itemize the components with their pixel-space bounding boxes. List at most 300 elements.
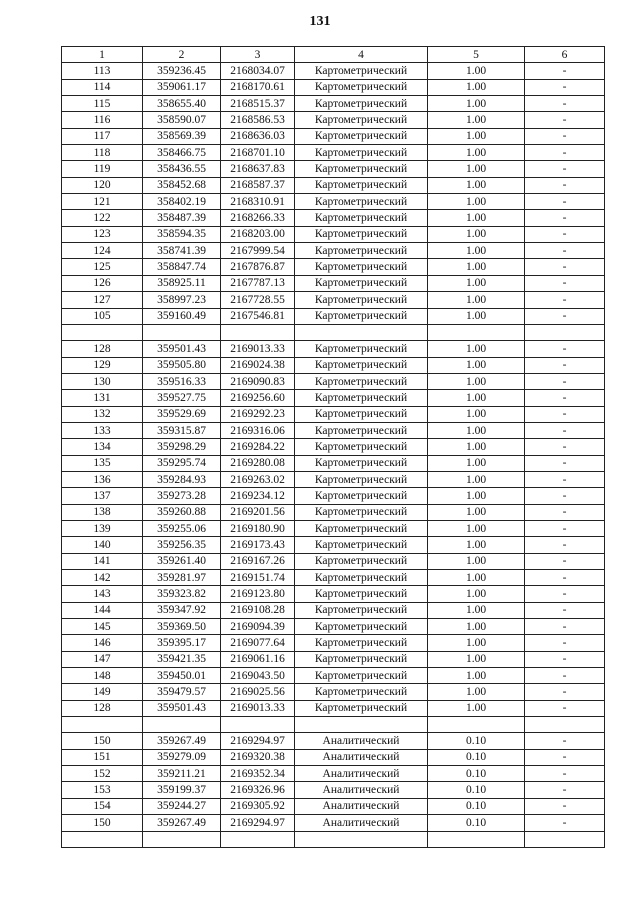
table-row — [62, 194, 605, 210]
table-cell: 2169094.39 — [221, 619, 295, 635]
table-cell: - — [525, 504, 605, 520]
table-cell — [525, 324, 605, 340]
table-cell: Картометрический — [295, 406, 428, 422]
table-cell: 119 — [62, 161, 143, 177]
table-row — [62, 488, 605, 504]
table-row — [62, 390, 605, 406]
table-cell: 2169201.56 — [221, 504, 295, 520]
table-cell: Аналитический — [295, 798, 428, 814]
table-row — [62, 226, 605, 242]
table-cell: 1.00 — [428, 63, 525, 79]
table-cell: 358436.55 — [143, 161, 221, 177]
table-cell: - — [525, 210, 605, 226]
table-cell: 125 — [62, 259, 143, 275]
table-cell: 134 — [62, 439, 143, 455]
table-cell: - — [525, 226, 605, 242]
table-row — [62, 177, 605, 193]
table-cell: 2169013.33 — [221, 700, 295, 716]
table-cell: 1.00 — [428, 308, 525, 324]
table-cell: 358402.19 — [143, 194, 221, 210]
table-cell: - — [525, 145, 605, 161]
table-cell: - — [525, 259, 605, 275]
table-cell — [62, 831, 143, 847]
table-cell: 359501.43 — [143, 700, 221, 716]
table-row — [62, 308, 605, 324]
table-row — [62, 537, 605, 553]
table-cell: 2168310.91 — [221, 194, 295, 210]
table-cell — [295, 831, 428, 847]
table-cell: Картометрический — [295, 602, 428, 618]
table-cell: 359256.35 — [143, 537, 221, 553]
table-row — [62, 422, 605, 438]
table-row — [62, 651, 605, 667]
table-row — [62, 357, 605, 373]
table-cell: 359281.97 — [143, 570, 221, 586]
table-cell: Картометрический — [295, 63, 428, 79]
table-cell: 1.00 — [428, 79, 525, 95]
table-cell: 147 — [62, 651, 143, 667]
table-cell: 145 — [62, 619, 143, 635]
table-cell: 359244.27 — [143, 798, 221, 814]
table-cell: 124 — [62, 243, 143, 259]
table-cell: 133 — [62, 422, 143, 438]
table-cell: - — [525, 406, 605, 422]
table-cell: 131 — [62, 390, 143, 406]
table-cell: 2168203.00 — [221, 226, 295, 242]
table-cell — [428, 717, 525, 733]
table-cell: - — [525, 194, 605, 210]
table-cell: 153 — [62, 782, 143, 798]
table-cell: 2169352.34 — [221, 766, 295, 782]
table-cell: 2169294.97 — [221, 733, 295, 749]
table-cell: 114 — [62, 79, 143, 95]
table-row — [62, 439, 605, 455]
table-cell: - — [525, 390, 605, 406]
table-cell: 2169108.28 — [221, 602, 295, 618]
table-row — [62, 798, 605, 814]
table-cell: - — [525, 292, 605, 308]
table-cell — [428, 831, 525, 847]
table-cell: 1.00 — [428, 406, 525, 422]
table-cell: 117 — [62, 128, 143, 144]
table-row — [62, 782, 605, 798]
separator-row — [62, 831, 605, 847]
table-cell: - — [525, 700, 605, 716]
table-cell: 359236.45 — [143, 63, 221, 79]
table-cell: 2169123.80 — [221, 586, 295, 602]
table-cell: 2169061.16 — [221, 651, 295, 667]
table-cell — [143, 831, 221, 847]
table-cell: 154 — [62, 798, 143, 814]
table-cell: Аналитический — [295, 766, 428, 782]
table-row — [62, 292, 605, 308]
table-cell: 2169090.83 — [221, 373, 295, 389]
table-cell: 115 — [62, 96, 143, 112]
table-cell: 358594.35 — [143, 226, 221, 242]
table-cell: Картометрический — [295, 537, 428, 553]
table-cell: - — [525, 422, 605, 438]
table-cell — [62, 324, 143, 340]
table-cell: 129 — [62, 357, 143, 373]
table-cell: 1.00 — [428, 96, 525, 112]
table-body — [62, 63, 605, 848]
table-row — [62, 145, 605, 161]
table-cell: 359284.93 — [143, 471, 221, 487]
table-row — [62, 455, 605, 471]
table-cell: 2168034.07 — [221, 63, 295, 79]
column-header-1: 1 — [62, 47, 143, 63]
table-cell: Аналитический — [295, 815, 428, 831]
table-cell: 137 — [62, 488, 143, 504]
table-cell — [62, 717, 143, 733]
table-cell: 2169077.64 — [221, 635, 295, 651]
column-header-5: 5 — [428, 47, 525, 63]
table-cell: 138 — [62, 504, 143, 520]
table-cell: 1.00 — [428, 520, 525, 536]
table-cell: 0.10 — [428, 733, 525, 749]
table-cell: 1.00 — [428, 194, 525, 210]
table-cell: Картометрический — [295, 194, 428, 210]
table-cell: - — [525, 63, 605, 79]
table-cell: 359273.28 — [143, 488, 221, 504]
table-cell: 359369.50 — [143, 619, 221, 635]
table-cell: 1.00 — [428, 586, 525, 602]
table-cell: 2167546.81 — [221, 308, 295, 324]
table-row — [62, 63, 605, 79]
table-row — [62, 619, 605, 635]
table-cell: 1.00 — [428, 553, 525, 569]
table-cell: Картометрический — [295, 292, 428, 308]
table-cell — [143, 324, 221, 340]
table-cell: 1.00 — [428, 537, 525, 553]
table-cell: 128 — [62, 341, 143, 357]
table-cell: - — [525, 798, 605, 814]
table-cell: Картометрический — [295, 619, 428, 635]
table-cell: 151 — [62, 749, 143, 765]
table-cell: 358741.39 — [143, 243, 221, 259]
table-cell: 141 — [62, 553, 143, 569]
table-cell: 135 — [62, 455, 143, 471]
table-cell — [143, 717, 221, 733]
table-cell: 359527.75 — [143, 390, 221, 406]
page-number: 131 — [309, 14, 331, 29]
table-cell: 2169234.12 — [221, 488, 295, 504]
table-row — [62, 668, 605, 684]
table-cell: 1.00 — [428, 128, 525, 144]
table-cell: 2169292.23 — [221, 406, 295, 422]
table-cell: 1.00 — [428, 275, 525, 291]
table-cell — [295, 717, 428, 733]
table-cell: 359298.29 — [143, 439, 221, 455]
table-cell: Картометрический — [295, 520, 428, 536]
table-cell: - — [525, 308, 605, 324]
table-cell: - — [525, 749, 605, 765]
table-cell: 2168637.83 — [221, 161, 295, 177]
table-cell: 359295.74 — [143, 455, 221, 471]
table-cell: 359255.06 — [143, 520, 221, 536]
table-cell: 142 — [62, 570, 143, 586]
table-cell: - — [525, 439, 605, 455]
table-cell: 2169013.33 — [221, 341, 295, 357]
table-cell: 2169320.38 — [221, 749, 295, 765]
table-cell: 2168636.03 — [221, 128, 295, 144]
table-cell: 1.00 — [428, 602, 525, 618]
table-cell — [525, 831, 605, 847]
table-cell: 0.10 — [428, 782, 525, 798]
table-cell: - — [525, 520, 605, 536]
table-cell: 118 — [62, 145, 143, 161]
table-cell: - — [525, 177, 605, 193]
table-cell: 359267.49 — [143, 815, 221, 831]
table-cell: 1.00 — [428, 145, 525, 161]
table-cell: 359199.37 — [143, 782, 221, 798]
table-cell: 359323.82 — [143, 586, 221, 602]
table-cell: - — [525, 684, 605, 700]
table-cell: 121 — [62, 194, 143, 210]
table-cell: Картометрический — [295, 177, 428, 193]
table-cell: Картометрический — [295, 700, 428, 716]
table-cell: 2169263.02 — [221, 471, 295, 487]
table-cell: - — [525, 668, 605, 684]
table-cell: - — [525, 766, 605, 782]
table-cell: 116 — [62, 112, 143, 128]
table-cell: Картометрический — [295, 210, 428, 226]
table-cell: Картометрический — [295, 586, 428, 602]
table-cell: - — [525, 79, 605, 95]
table-cell — [295, 324, 428, 340]
table-cell: 359160.49 — [143, 308, 221, 324]
table-cell: Картометрический — [295, 439, 428, 455]
table-cell: - — [525, 602, 605, 618]
table-cell: 359479.57 — [143, 684, 221, 700]
table-cell: Картометрический — [295, 504, 428, 520]
table-cell: 150 — [62, 815, 143, 831]
table-cell: - — [525, 619, 605, 635]
table-cell: 359260.88 — [143, 504, 221, 520]
table-cell: Картометрический — [295, 96, 428, 112]
table-cell: Картометрический — [295, 471, 428, 487]
table-cell — [428, 324, 525, 340]
table-cell: - — [525, 341, 605, 357]
table-cell: Картометрический — [295, 373, 428, 389]
coordinates-table — [61, 46, 605, 848]
table-cell: - — [525, 586, 605, 602]
table-cell: 1.00 — [428, 619, 525, 635]
table-cell: - — [525, 733, 605, 749]
table-cell — [525, 717, 605, 733]
table-row — [62, 341, 605, 357]
table-cell: 2169305.92 — [221, 798, 295, 814]
table-cell: 359516.33 — [143, 373, 221, 389]
table-cell: - — [525, 651, 605, 667]
table-cell: - — [525, 471, 605, 487]
table-row — [62, 635, 605, 651]
table-cell: 120 — [62, 177, 143, 193]
table-cell: Картометрический — [295, 455, 428, 471]
table-cell: Картометрический — [295, 668, 428, 684]
table-row — [62, 733, 605, 749]
table-cell: Картометрический — [295, 259, 428, 275]
table-cell: - — [525, 553, 605, 569]
table-row — [62, 602, 605, 618]
table-cell: 2167876.87 — [221, 259, 295, 275]
table-cell: 0.10 — [428, 766, 525, 782]
table-row — [62, 520, 605, 536]
table-row — [62, 684, 605, 700]
table-row — [62, 570, 605, 586]
separator-row — [62, 717, 605, 733]
table-cell: 359315.87 — [143, 422, 221, 438]
table-cell: 359421.35 — [143, 651, 221, 667]
table-cell: Картометрический — [295, 243, 428, 259]
table-cell: Картометрический — [295, 161, 428, 177]
table-cell: 1.00 — [428, 390, 525, 406]
table-cell: 2167728.55 — [221, 292, 295, 308]
header-row — [62, 47, 605, 63]
table-cell: - — [525, 373, 605, 389]
table-cell: - — [525, 488, 605, 504]
table-cell: 136 — [62, 471, 143, 487]
table-row — [62, 749, 605, 765]
table-cell: - — [525, 635, 605, 651]
table-cell: - — [525, 570, 605, 586]
table-cell: 1.00 — [428, 455, 525, 471]
table-cell: 0.10 — [428, 749, 525, 765]
table-cell: Картометрический — [295, 145, 428, 161]
table-cell: Картометрический — [295, 275, 428, 291]
table-cell: Картометрический — [295, 357, 428, 373]
table-cell: Картометрический — [295, 308, 428, 324]
table-row — [62, 112, 605, 128]
table-cell: 1.00 — [428, 439, 525, 455]
table-row — [62, 79, 605, 95]
table-cell: 152 — [62, 766, 143, 782]
table-cell: 1.00 — [428, 161, 525, 177]
table-cell: Картометрический — [295, 553, 428, 569]
table-cell: 359061.17 — [143, 79, 221, 95]
table-row — [62, 700, 605, 716]
table-cell: 359347.92 — [143, 602, 221, 618]
table-cell: 2167999.54 — [221, 243, 295, 259]
table-cell: 358569.39 — [143, 128, 221, 144]
table-cell: 358997.23 — [143, 292, 221, 308]
table-row — [62, 373, 605, 389]
table-cell: Картометрический — [295, 226, 428, 242]
table-cell: 0.10 — [428, 815, 525, 831]
table-cell: 2169294.97 — [221, 815, 295, 831]
table-cell: 358847.74 — [143, 259, 221, 275]
table-row — [62, 128, 605, 144]
table-cell: 2169043.50 — [221, 668, 295, 684]
table-cell: 359529.69 — [143, 406, 221, 422]
table-cell: 127 — [62, 292, 143, 308]
table-cell: 2169326.96 — [221, 782, 295, 798]
table-row — [62, 275, 605, 291]
table-cell: 0.10 — [428, 798, 525, 814]
table-cell: Картометрический — [295, 635, 428, 651]
table-cell: 2168170.61 — [221, 79, 295, 95]
table-cell: 1.00 — [428, 471, 525, 487]
table-cell: 2168266.33 — [221, 210, 295, 226]
table-cell: 143 — [62, 586, 143, 602]
table-cell: 359211.21 — [143, 766, 221, 782]
table-cell: - — [525, 96, 605, 112]
table-cell: 358655.40 — [143, 96, 221, 112]
table-cell: 2169284.22 — [221, 439, 295, 455]
table-cell: 1.00 — [428, 504, 525, 520]
table-cell: 2169316.06 — [221, 422, 295, 438]
table-cell: 113 — [62, 63, 143, 79]
table-cell: Аналитический — [295, 733, 428, 749]
table-cell: 1.00 — [428, 635, 525, 651]
table-row — [62, 504, 605, 520]
table-cell: Аналитический — [295, 782, 428, 798]
table-row — [62, 406, 605, 422]
table-row — [62, 553, 605, 569]
table-cell: 359267.49 — [143, 733, 221, 749]
table-cell: - — [525, 243, 605, 259]
table-cell: 126 — [62, 275, 143, 291]
table-cell — [221, 831, 295, 847]
table-cell: 1.00 — [428, 341, 525, 357]
table-cell: 128 — [62, 700, 143, 716]
table-cell: 2169024.38 — [221, 357, 295, 373]
column-header-6: 6 — [525, 47, 605, 63]
table-row — [62, 96, 605, 112]
table-cell: 2169025.56 — [221, 684, 295, 700]
table-cell: 144 — [62, 602, 143, 618]
table-cell: 148 — [62, 668, 143, 684]
table-cell: Картометрический — [295, 570, 428, 586]
table-cell: 1.00 — [428, 373, 525, 389]
table-row — [62, 471, 605, 487]
table-cell: - — [525, 128, 605, 144]
table-cell: 150 — [62, 733, 143, 749]
table-cell: - — [525, 357, 605, 373]
table-cell: 123 — [62, 226, 143, 242]
table-cell: 1.00 — [428, 292, 525, 308]
table-cell: 358487.39 — [143, 210, 221, 226]
table-cell: 359450.01 — [143, 668, 221, 684]
table-cell: - — [525, 782, 605, 798]
table-cell: 2167787.13 — [221, 275, 295, 291]
column-header-3: 3 — [221, 47, 295, 63]
table-cell: 2168587.37 — [221, 177, 295, 193]
table-row — [62, 243, 605, 259]
table-cell: 359395.17 — [143, 635, 221, 651]
table-cell: 1.00 — [428, 651, 525, 667]
table-cell: - — [525, 455, 605, 471]
table-cell: 2168701.10 — [221, 145, 295, 161]
table-cell: 2169256.60 — [221, 390, 295, 406]
table-cell: 1.00 — [428, 243, 525, 259]
column-header-4: 4 — [295, 47, 428, 63]
table-cell: 2169173.43 — [221, 537, 295, 553]
table-cell: - — [525, 815, 605, 831]
table-cell: 1.00 — [428, 488, 525, 504]
table-cell: 358466.75 — [143, 145, 221, 161]
table-cell: - — [525, 275, 605, 291]
table-cell: 146 — [62, 635, 143, 651]
table-cell: 2169151.74 — [221, 570, 295, 586]
table-cell: 1.00 — [428, 422, 525, 438]
table-cell: 1.00 — [428, 112, 525, 128]
table-cell: - — [525, 112, 605, 128]
table-cell: 1.00 — [428, 357, 525, 373]
table-cell: 1.00 — [428, 700, 525, 716]
table-cell: - — [525, 161, 605, 177]
table-cell: Картометрический — [295, 684, 428, 700]
